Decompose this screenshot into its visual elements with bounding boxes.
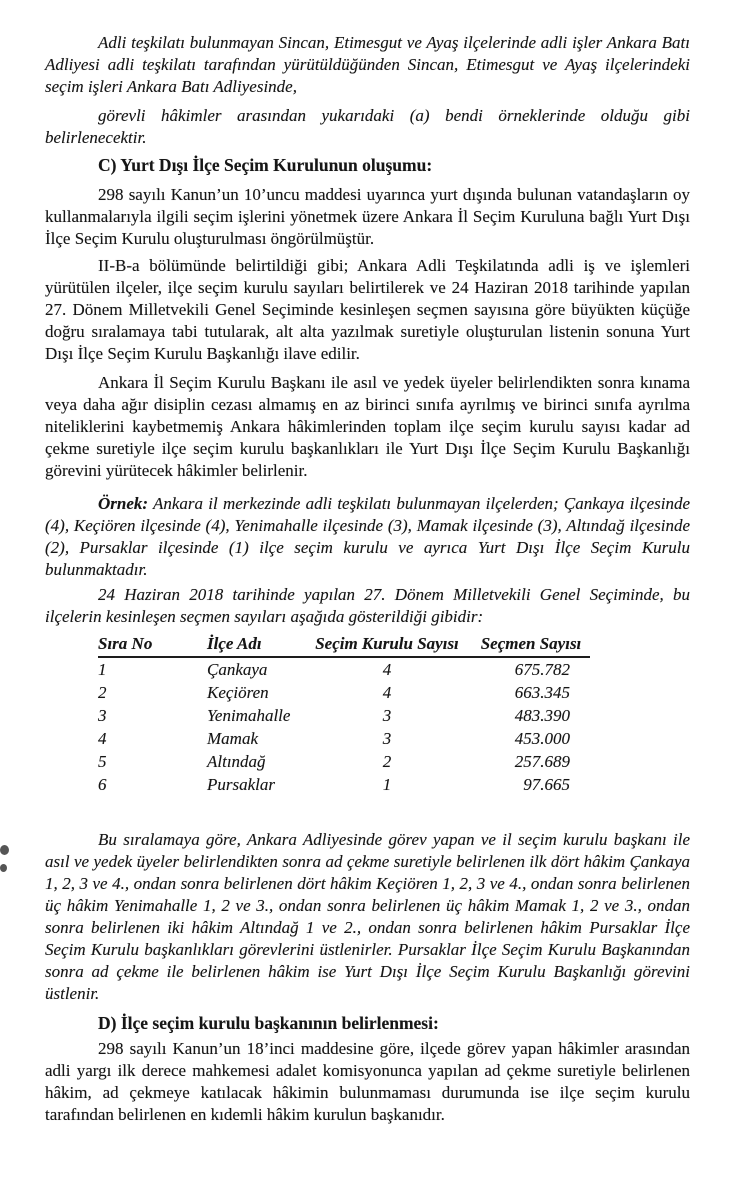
cell-ilce-adi: Yenimahalle — [207, 706, 291, 725]
cell-kurul-sayisi: 1 — [382, 775, 392, 794]
col-header-secim-kurulu-sayisi: Seçim Kurulu Sayısı — [302, 633, 472, 657]
scan-artifact — [0, 864, 7, 872]
table-row — [98, 750, 590, 773]
cell-kurul-sayisi: 2 — [382, 752, 392, 771]
cell-ilce-adi: Altındağ — [207, 752, 266, 771]
cell-sira-no: 1 — [98, 660, 107, 679]
cell-secmen-sayisi: 453.000 — [514, 729, 570, 748]
cell-ilce-adi: Çankaya — [207, 660, 268, 679]
heading-c-yurt-disi-ilce-secim-kurulu: C) Yurt Dışı İlçe Seçim Kurulunun oluşumu: — [98, 155, 433, 175]
cell-secmen-sayisi: 483.390 — [514, 706, 570, 725]
cell-kurul-sayisi: 4 — [382, 683, 392, 702]
cell-kurul-sayisi: 3 — [382, 706, 392, 725]
col-header-ilce-adi: İlçe Adı — [195, 633, 302, 657]
secmen-sayilari-table — [98, 633, 590, 796]
cell-secmen-sayisi: 675.782 — [514, 660, 570, 679]
paragraph-bu-siralamaya-gore: Bu sıralamaya göre, Ankara Adliyesinde görev yapan ve il seçim kurulu başkanı ile asıl ve yedek üyeler belirlendikten sonra ad çekme suretiyle belirlenen ilk dört hâkim Çankaya 1, 2, 3 ve 4., ondan sonra belirlenen dört hâkim Keçiören 1, 2, 3 ve 4., ondan sonra belirlenen üç hâkim Yenimahalle 1, 2 ve 3., ondan sonra belirlenen üç hâkim Mamak 1, 2 ve 3., ondan sonra belirlenen iki hâkim Altındağ 1 ve 2., ondan sonra belirlenen hâkim Pursaklar İlçe Seçim Kurulu başkanlıkları görevlerini üstlenirler. Pursaklar İlçe Seçim Kurulu Başkanından sonra ad çekme ile belirlenen hâkim ise Yurt Dışı İlçe Seçim Kurulu Başkanlığı görevini üstlenir. — [45, 830, 690, 1003]
paragraph-kanun-madde-18: 298 sayılı Kanun’un 18’inci maddesine göre, ilçede görev yapan hâkimler arasından adli yargı ilk derece mahkemesi adalet komisyonunca yapılan ad çekme suretiyle belirlenen hâkim, ad çekmeye katılacak hâkimin bulunmaması durumunda ise ilçe seçim kurulu tarafından belirlenen en kıdemli hâkim kurulun başkanıdır. — [45, 1039, 690, 1124]
scan-artifact — [0, 845, 9, 855]
col-header-sira-no: Sıra No — [98, 633, 195, 657]
table-row — [98, 704, 590, 727]
paragraph-24-haziran-2018: 24 Haziran 2018 tarihinde yapılan 27. Dönem Milletvekili Genel Seçiminde, bu ilçelerin kesinleşen seçmen sayıları aşağıda gösterildiği gibidir: — [45, 585, 690, 626]
paragraph-ankara-il-secim-kurulu: Ankara İl Seçim Kurulu Başkanı ile asıl ve yedek üyeler belirlendikten sonra kınama veya daha ağır disiplin cezası almamış en az birinci sınıfa ayrılmış ve birinci sınıfa ayrılma niteliklerini kaybetmemiş Ankara hâkimlerinden toplam ilçe seçim kurulu sayısı kadar ad çekme suretiyle ilçe seçim kurulu başkanlıkları ile Yurt Dışı İlçe Seçim Kurulu Başkanlığı görevini yürütecek hâkimler belirlenir. — [45, 373, 690, 480]
table-row — [98, 773, 590, 796]
cell-secmen-sayisi: 663.345 — [514, 683, 570, 702]
cell-ilce-adi: Mamak — [207, 729, 258, 748]
paragraph-ii-b-a-bolumu: II-B-a bölümünde belirtildiği gibi; Ankara Adli Teşkilatında adli iş ve işlemleri yürütülen ilçeler, ilçe seçim kurulu sayıları belirtilerek ve 24 Haziran 2018 tarihinde yapılan 27. Dönem Milletvekili Genel Seçiminde kesinleşen seçmen sayısına göre büyükten küçüğe doğru sıralamaya tabi tutularak, alt alta yazılmak suretiyle oluşturulan listenin sonuna Yurt Dışı İlçe Seçim Kurulu Başkanlığı ilave edilir. — [45, 256, 690, 363]
ornek-label: Örnek: — [98, 494, 149, 513]
cell-sira-no: 5 — [98, 752, 107, 771]
cell-secmen-sayisi: 97.665 — [523, 775, 570, 794]
table-row — [98, 657, 590, 681]
col-header-secmen-sayisi: Seçmen Sayısı — [472, 633, 590, 657]
cell-kurul-sayisi: 4 — [382, 660, 392, 679]
cell-sira-no: 6 — [98, 775, 107, 794]
table-row — [98, 727, 590, 750]
cell-sira-no: 2 — [98, 683, 107, 702]
table-row — [98, 681, 590, 704]
paragraph-ornek — [45, 493, 690, 581]
paragraph-gorevli-hakimler: görevli hâkimler arasından yukarıdaki (a) bendi örneklerinde olduğu gibi belirlenecektir. — [45, 106, 690, 147]
cell-sira-no: 4 — [98, 729, 107, 748]
cell-ilce-adi: Keçiören — [207, 683, 269, 702]
cell-ilce-adi: Pursaklar — [207, 775, 275, 794]
cell-sira-no: 3 — [98, 706, 107, 725]
cell-secmen-sayisi: 257.689 — [514, 752, 570, 771]
heading-d-ilce-secim-kurulu-baskani: D) İlçe seçim kurulu başkanının belirlenmesi: — [98, 1013, 439, 1033]
paragraph-kanun-madde-10: 298 sayılı Kanun’un 10’uncu maddesi uyarınca yurt dışında bulunan vatandaşların oy kullanmalarıyla ilgili seçim işlerini yönetmek üzere Ankara İl Seçim Kuruluna bağlı Yurt Dışı İlçe Seçim Kurulu oluşturulması öngörülmüştür. — [45, 185, 690, 248]
paragraph-sincan-etimesgut: Adli teşkilatı bulunmayan Sincan, Etimesgut ve Ayaş ilçelerinde adli işler Ankara Batı Adliyesi adli teşkilatı tarafından yürütüldüğünden Sincan, Etimesgut ve Ayaş ilçelerindeki seçim işleri Ankara Batı Adliyesinde, — [45, 33, 690, 96]
table-header-row — [98, 633, 590, 657]
cell-kurul-sayisi: 3 — [382, 729, 392, 748]
ornek-text: Ankara il merkezinde adli teşkilatı bulunmayan ilçelerden; Çankaya ilçesinde (4), Keçiören ilçesinde (4), Yenimahalle ilçesinde (3), Mamak ilçesinde (3), Altındağ ilçesinde (2), Pursaklar ilçesinde (1) ilçe seçim kurulu ve ayrıca Yurt Dışı İlçe Seçim Kurulu bulunmaktadır. — [45, 494, 690, 579]
